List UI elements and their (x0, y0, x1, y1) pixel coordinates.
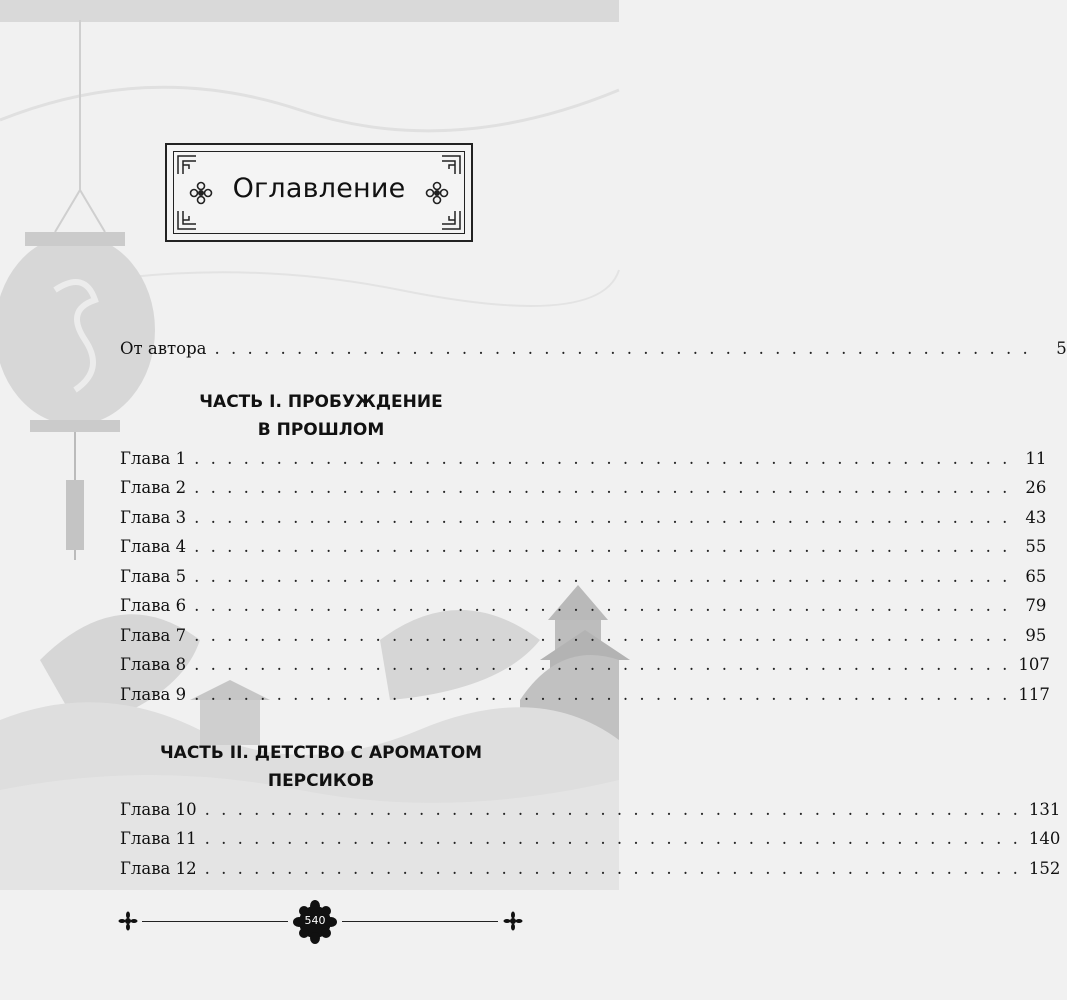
toc-entry[interactable] (120, 508, 1047, 538)
toc-entry[interactable] (120, 596, 1047, 626)
toc-entry-label: Глава 4 (120, 537, 187, 556)
toc-entry-label: Глава 6 (120, 596, 187, 615)
toc-entry-label: Глава 2 (120, 478, 187, 497)
dot-leader: . . . . . . . . . . . . . . . . . . . . . . . . . . . . . . . . . . . . . . . . . . . . . . . . . . (204, 829, 1021, 848)
part-heading-line: ПЕРСИКОВ (267, 771, 375, 791)
part-heading-line: В ПРОШЛОМ (257, 420, 385, 440)
dot-leader: . . . . . . . . . . . . . . . . . . . . . . . . . . . . . . . . . . . . . . . . . . . . . . . . . . (194, 655, 1011, 674)
dot-leader: . . . . . . . . . . . . . . . . . . . . . . . . . . . . . . . . . . . . . . . . . . . . . . . . . . (194, 478, 1011, 497)
toc-entry-from-author[interactable] (120, 339, 1067, 369)
toc-entry-page: 95 (1025, 626, 1047, 645)
toc-entry-page: 43 (1025, 508, 1047, 527)
flower-ornament-icon (118, 911, 138, 931)
toc-entry-label: Глава 5 (120, 567, 187, 586)
dot-leader: . . . . . . . . . . . . . . . . . . . . . . . . . . . . . . . . . . . . . . . . . . . . . . . . . . (214, 339, 1031, 358)
page-title: Оглавление (232, 173, 406, 204)
toc-entry[interactable] (120, 626, 1047, 656)
part-heading (120, 388, 522, 444)
toc-entry[interactable] (120, 800, 1061, 830)
footer-divider (142, 921, 288, 922)
footer-divider (342, 921, 498, 922)
toc-entry-label: Глава 3 (120, 508, 187, 527)
dot-leader: . . . . . . . . . . . . . . . . . . . . . . . . . . . . . . . . . . . . . . . . . . . . . . . . . . (194, 596, 1011, 615)
toc-entry[interactable] (120, 567, 1047, 597)
toc-entry[interactable] (120, 478, 1047, 508)
toc-entry-label: Глава 10 (120, 800, 197, 819)
toc-entry[interactable] (120, 829, 1061, 859)
dot-leader: . . . . . . . . . . . . . . . . . . . . . . . . . . . . . . . . . . . . . . . . . . . . . . . . . . (194, 537, 1011, 556)
toc-entry-page: 11 (1025, 449, 1047, 468)
flower-ornament-icon (503, 911, 523, 931)
toc-entry[interactable] (120, 449, 1047, 479)
toc-entry-label: Глава 11 (120, 829, 197, 848)
toc-entry[interactable] (120, 655, 1050, 685)
page-number: 540 (304, 914, 326, 927)
dot-leader: . . . . . . . . . . . . . . . . . . . . . . . . . . . . . . . . . . . . . . . . . . . . . . . . . . (194, 626, 1011, 645)
toc-entry[interactable] (120, 685, 1050, 715)
toc-entry-page: 5 (1056, 339, 1067, 358)
dot-leader: . . . . . . . . . . . . . . . . . . . . . . . . . . . . . . . . . . . . . . . . . . . . . . . . . . (204, 859, 1021, 878)
dot-leader: . . . . . . . . . . . . . . . . . . . . . . . . . . . . . . . . . . . . . . . . . . . . . . . . . . (194, 685, 1011, 704)
table-of-contents (120, 0, 1067, 1000)
toc-entry-page: 117 (1018, 685, 1050, 704)
part-heading (120, 739, 522, 795)
dot-leader: . . . . . . . . . . . . . . . . . . . . . . . . . . . . . . . . . . . . . . . . . . . . . . . . . . (194, 567, 1011, 586)
dot-leader: . . . . . . . . . . . . . . . . . . . . . . . . . . . . . . . . . . . . . . . . . . . . . . . . . . (194, 449, 1011, 468)
part-heading-line: ЧАСТЬ I. ПРОБУЖДЕНИЕ (199, 392, 443, 412)
toc-entry[interactable] (120, 537, 1047, 567)
toc-entry-page: 79 (1025, 596, 1047, 615)
toc-entry-page: 55 (1025, 537, 1047, 556)
page-number-badge (293, 900, 337, 944)
toc-entry-page: 26 (1025, 478, 1047, 497)
toc-entry-label: Глава 7 (120, 626, 187, 645)
toc-entry-label: Глава 12 (120, 859, 197, 878)
toc-entry-page: 107 (1018, 655, 1050, 674)
toc-entry[interactable] (120, 859, 1061, 889)
toc-entry-label: Глава 8 (120, 655, 187, 674)
dot-leader: . . . . . . . . . . . . . . . . . . . . . . . . . . . . . . . . . . . . . . . . . . . . . . . . . . (204, 800, 1021, 819)
dot-leader: . . . . . . . . . . . . . . . . . . . . . . . . . . . . . . . . . . . . . . . . . . . . . . . . . . (194, 508, 1011, 527)
toc-entry-label: Глава 1 (120, 449, 187, 468)
toc-entry-label: Глава 9 (120, 685, 187, 704)
toc-entry-page: 152 (1028, 859, 1061, 878)
toc-entry-label: От автора (120, 339, 207, 358)
toc-entry-page: 65 (1025, 567, 1047, 586)
toc-entry-page: 131 (1028, 800, 1061, 819)
toc-entry-page: 140 (1028, 829, 1061, 848)
part-heading-line: ЧАСТЬ II. ДЕТСТВО С АРОМАТОМ (159, 743, 483, 763)
